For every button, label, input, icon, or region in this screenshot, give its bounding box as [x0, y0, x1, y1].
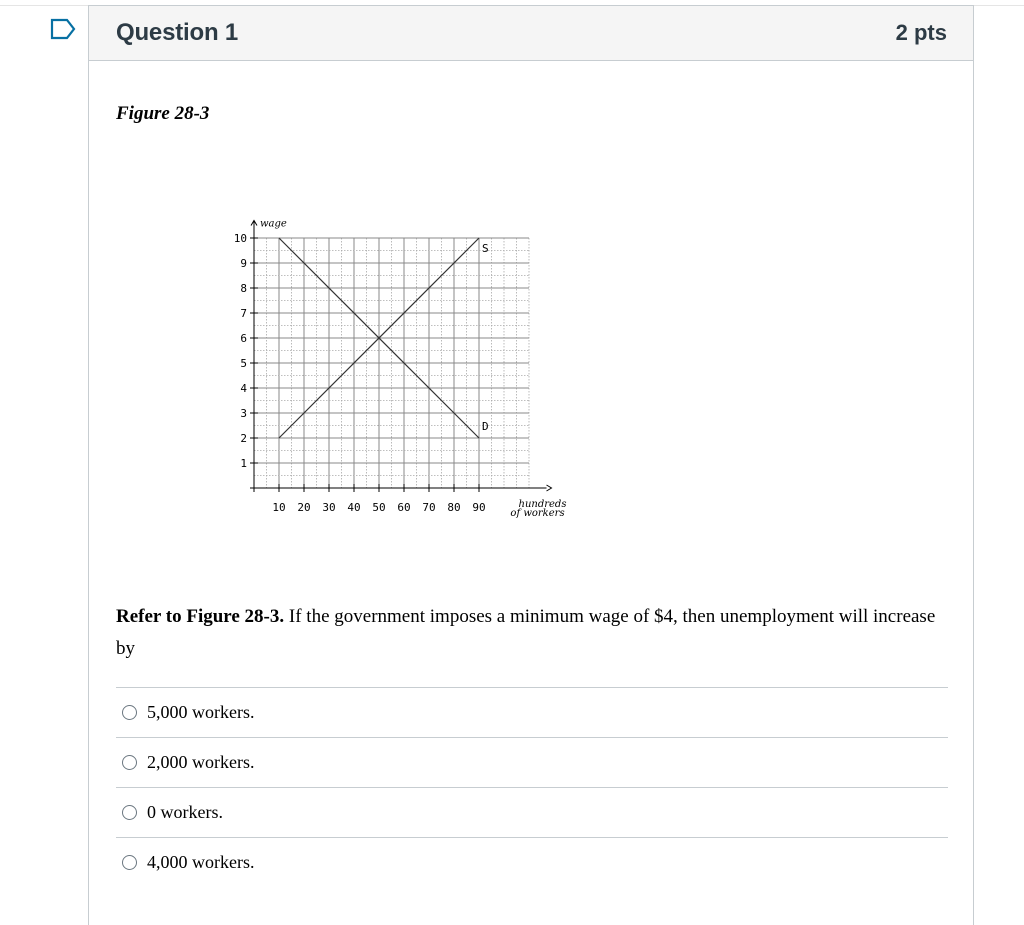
radio-button[interactable] — [122, 855, 137, 870]
question-card — [88, 5, 974, 925]
question-prompt-text: If the government imposes a minimum wage of $4, then unemployment will increase by — [116, 606, 936, 659]
x-tick-label: 10 — [272, 501, 286, 514]
figure-title: Figure 28-3 — [116, 103, 210, 124]
y-tick-label: 8 — [240, 282, 247, 295]
supply-demand-chart — [141, 188, 567, 558]
x-axis-label-line1: hundreds — [518, 499, 567, 510]
answer-label: 0 workers. — [147, 802, 223, 822]
y-tick-label: 7 — [240, 307, 247, 320]
radio-button[interactable] — [122, 755, 137, 770]
answer-option[interactable] — [116, 687, 948, 737]
answer-label: 5,000 workers. — [147, 702, 255, 722]
x-tick-label: 70 — [422, 501, 436, 514]
x-tick-label: 90 — [472, 501, 486, 514]
y-tick-label: 2 — [240, 432, 247, 445]
series-label-d: D — [482, 420, 489, 433]
x-tick-label: 30 — [322, 501, 336, 514]
answer-label: 4,000 workers. — [147, 852, 255, 872]
answer-option[interactable] — [116, 837, 948, 887]
bookmark-icon[interactable] — [50, 18, 76, 40]
question-prompt — [116, 601, 952, 665]
y-tick-label: 6 — [240, 332, 247, 345]
x-tick-label: 20 — [297, 501, 311, 514]
x-axis-arrow — [547, 485, 552, 491]
chart — [141, 188, 567, 563]
radio-button[interactable] — [122, 805, 137, 820]
question-prompt-bold: Refer to Figure 28-3. — [116, 606, 285, 627]
y-axis-label: wage — [260, 218, 287, 230]
x-tick-label: 80 — [447, 501, 461, 514]
y-tick-label: 1 — [240, 457, 247, 470]
y-tick-label: 3 — [240, 407, 247, 420]
series-label-s: S — [482, 242, 489, 255]
y-tick-label: 4 — [240, 382, 247, 395]
x-tick-label: 50 — [372, 501, 386, 514]
radio-button[interactable] — [122, 705, 137, 720]
question-header — [89, 6, 973, 61]
x-tick-label: 60 — [397, 501, 411, 514]
answer-list — [116, 687, 948, 887]
y-tick-label: 10 — [233, 232, 247, 245]
y-tick-label: 9 — [240, 257, 247, 270]
answer-option[interactable] — [116, 737, 948, 787]
x-tick-label: 40 — [347, 501, 361, 514]
question-points: 2 pts — [895, 20, 947, 45]
y-tick-label: 5 — [240, 357, 247, 370]
question-title: Question 1 — [116, 19, 239, 46]
answer-label: 2,000 workers. — [147, 752, 255, 772]
x-axis-label-line2: of workers — [510, 508, 565, 519]
answer-option[interactable] — [116, 787, 948, 837]
